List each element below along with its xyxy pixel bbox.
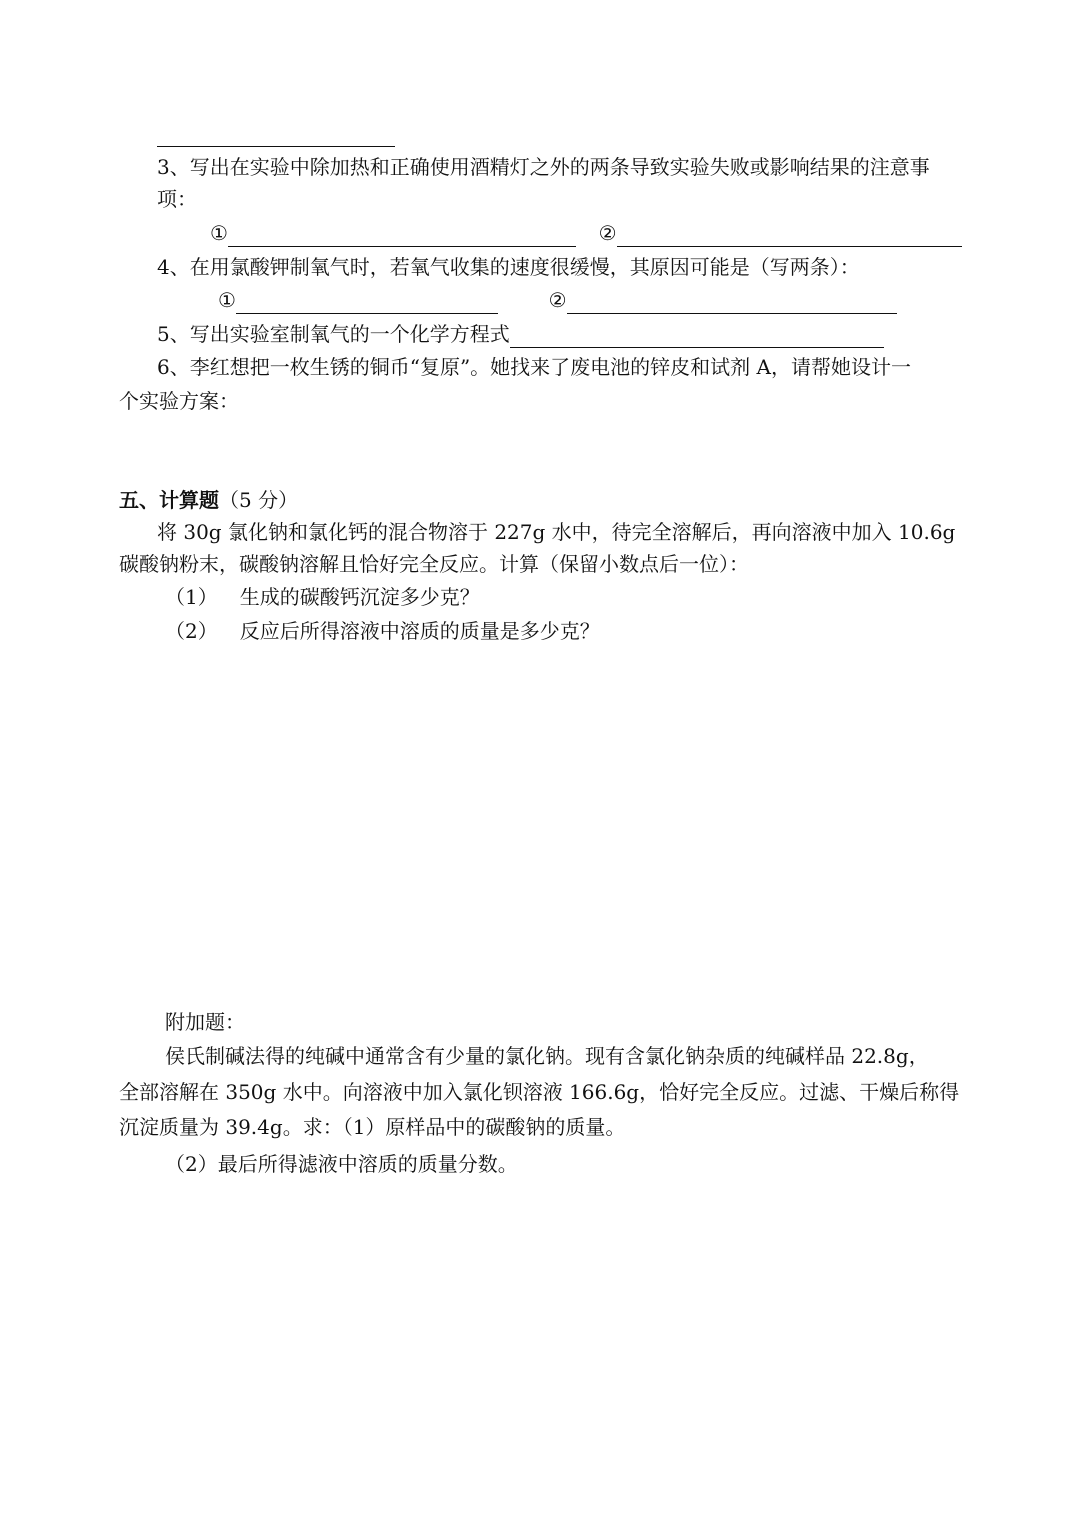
q4-blank-2[interactable] [567,291,897,314]
extra-line1: 侯氏制碱法得的纯碱中通常含有少量的氯化钠。现有含氯化钠杂质的纯碱样品 22.8g， [165,1044,929,1068]
q4-marker-1: ① [218,288,236,312]
section5-title: 五、计算题 [119,488,219,512]
q3-blank-1[interactable] [228,224,576,247]
q4-blank-1[interactable] [236,291,498,314]
sub2-text: 反应后所得溶液中溶质的质量是多少克？ [239,619,600,643]
q5-line [157,320,884,348]
section5-sub1 [165,583,480,611]
q3-blank-2[interactable] [617,224,962,247]
extra-line4: （2）最后所得滤液中溶质的质量分数。 [165,1152,518,1176]
section5-line2: 碳酸钠粉末，碳酸钠溶解且恰好完全反应。计算（保留小数点后一位）： [119,552,749,576]
section5-heading [119,486,298,514]
q3-marker-1: ① [210,221,228,245]
sub1-number: （1） [165,585,218,609]
sub1-text: 生成的碳酸钙沉淀多少克？ [239,585,480,609]
answer-line [157,146,395,147]
q4-marker-2: ② [548,288,567,312]
q6-line2: 个实验方案： [119,389,239,413]
q4-answers [218,286,897,314]
extra-line3: 沉淀质量为 39.4g。求：（1）原样品中的碳酸钠的质量。 [119,1115,626,1139]
q5-blank[interactable] [510,325,884,348]
section5-score: （5 分） [219,488,299,512]
section5-sub2 [165,617,600,645]
q5-text: 5、写出实验室制氧气的一个化学方程式 [157,322,510,346]
q3-line2: 项： [157,187,197,211]
q4-line1: 4、在用氯酸钾制氧气时，若氧气收集的速度很缓慢，其原因可能是（写两条）： [157,255,860,279]
extra-title: 附加题： [165,1010,245,1034]
q6-line1: 6、李红想把一枚生锈的铜币“复原”。她找来了废电池的锌皮和试剂 A，请帮她设计一 [157,355,911,379]
q3-line1: 3、写出在实验中除加热和正确使用酒精灯之外的两条导致实验失败或影响结果的注意事 [157,155,930,179]
q3-answers [210,219,962,247]
extra-line2: 全部溶解在 350g 水中。向溶液中加入氯化钡溶液 166.6g，恰好完全反应。过滤、干燥后称得 [119,1080,960,1104]
q3-marker-2: ② [598,221,617,245]
sub2-number: （2） [165,619,218,643]
section5-line1: 将 30g 氯化钠和氯化钙的混合物溶于 227g 水中，待完全溶解后，再向溶液中加入 10.6g [157,520,956,544]
